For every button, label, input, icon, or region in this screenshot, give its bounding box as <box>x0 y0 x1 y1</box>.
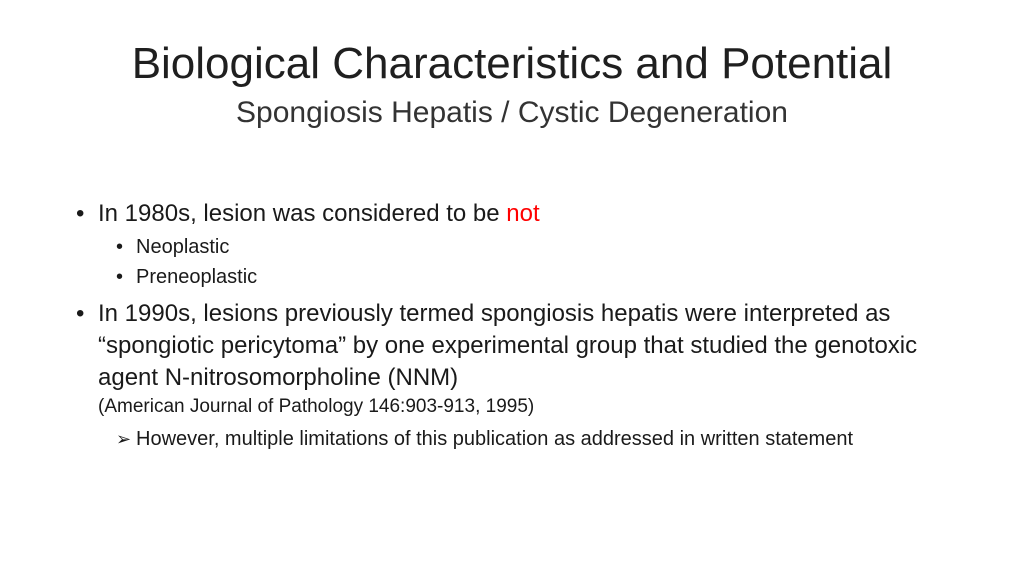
slide-subtitle: Spongiosis Hepatis / Cystic Degeneration <box>236 96 788 129</box>
bullet-1980s <box>74 198 954 230</box>
bullet-dot-icon: • <box>116 266 124 288</box>
bullet-1990s <box>74 298 954 420</box>
sub-bullet-text: However, multiple limitations of this publication as addressed in written statement <box>136 428 854 450</box>
sub-bullet-neoplastic <box>74 234 954 260</box>
bullet-dot-icon: • <box>116 236 124 258</box>
reference-citation: (American Journal of Pathology 146:903-913, 1995) <box>98 396 535 417</box>
sub-bullet-text: Preneoplastic <box>136 266 258 288</box>
bullet-1990s-text: In 1990s, lesions previously termed spongiosis hepatis were interpreted as “spongiotic pericytoma” by one experimental group that studied the genotoxic agent N-nitrosomorpholine (NNM) <box>98 300 918 391</box>
arrow-bullet-icon: ➢ <box>116 429 132 449</box>
bullet-dot-icon: • <box>76 300 85 327</box>
sub-bullet-text: Neoplastic <box>136 236 230 258</box>
sub-bullet-preneoplastic <box>74 264 954 290</box>
slide-body <box>74 198 954 453</box>
slide-title: Biological Characteristics and Potential <box>131 39 893 88</box>
sub-bullet-limitations <box>74 426 954 453</box>
highlight-not: not <box>506 200 540 227</box>
bullet-1980s-text: In 1980s, lesion was considered to be <box>98 200 500 227</box>
bullet-dot-icon: • <box>76 200 85 227</box>
